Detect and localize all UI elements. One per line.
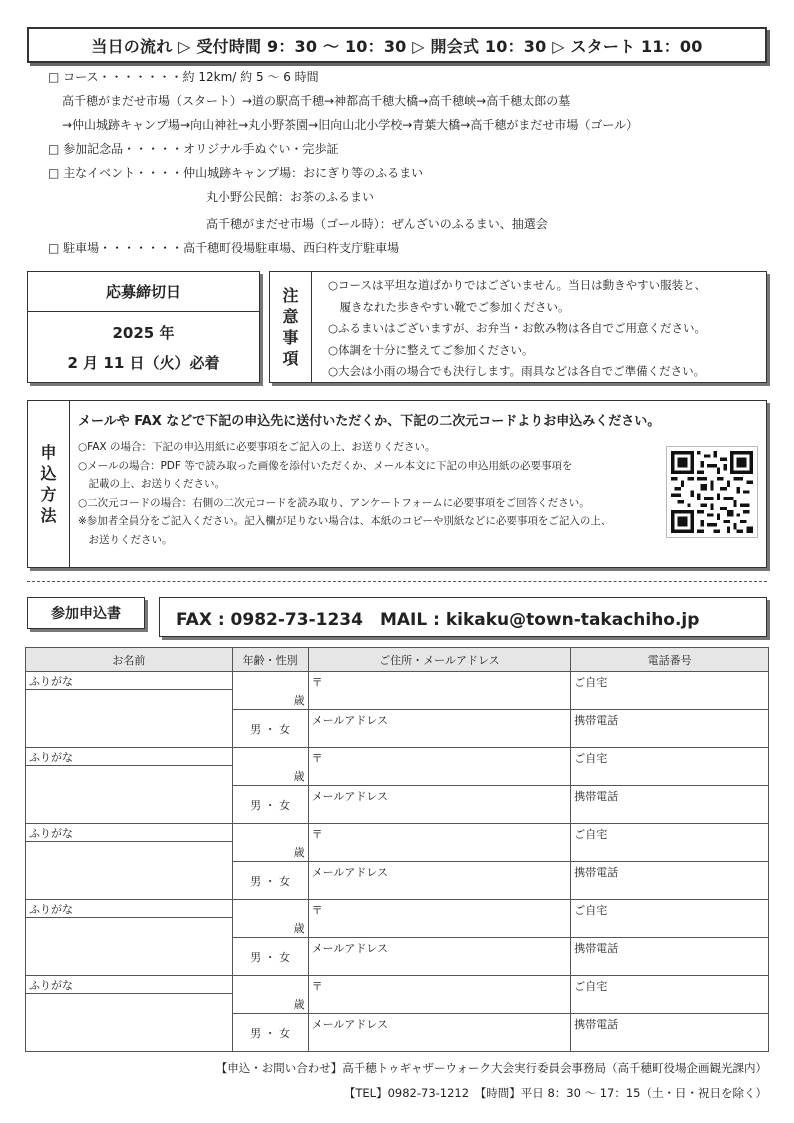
address-cell[interactable]	[308, 900, 571, 938]
sex-cell[interactable]	[232, 862, 308, 900]
method-label-char: 込	[40, 464, 57, 483]
deadline-year: 2025 年	[112, 324, 175, 342]
method-label	[28, 401, 70, 567]
deadline-date: 2 月 11 日（火）必着	[67, 354, 220, 372]
events-line-3: 高千穂がまだせ市場（ゴール時）：ぜんざいのふるまい、抽選会	[206, 217, 548, 231]
contact-bar: FAX : 0982-73-1234 MAIL : kikaku@town-takachiho.jp	[159, 597, 767, 637]
sex-cell[interactable]	[232, 938, 308, 976]
sex-options: 男 ・ 女	[250, 798, 291, 812]
postal-mark: 〒	[311, 752, 323, 765]
method-item: ※参加者全員分をご記入ください。記入欄が足りない場合は、本紙のコピーや別紙などに必要事項をご記入の上、	[78, 515, 612, 527]
notes-label-char: 注	[282, 286, 299, 305]
method-item: ○二次元コードの場合：右側の二次元コードを読み取り、アンケートフォームに必要事項をご回答ください。	[78, 496, 590, 509]
method-list	[78, 438, 611, 549]
home-phone-label: ご自宅	[574, 828, 608, 841]
method-item: ○FAX の場合：下記の申込用紙に必要事項をご記入の上、お送りください。	[78, 441, 436, 453]
cut-line-divider	[27, 581, 767, 582]
sex-cell[interactable]	[232, 1014, 308, 1052]
furigana-label: ふりがな	[26, 976, 232, 994]
email-label: メールアドレス	[311, 1018, 389, 1031]
address-cell[interactable]	[308, 976, 571, 1014]
age-unit: 歳	[293, 846, 305, 859]
home-phone-label: ご自宅	[574, 980, 608, 993]
furigana-label: ふりがな	[26, 900, 232, 918]
note-item: ○大会は小雨の場合でも決行します。雨具などは各自でご準備ください。	[328, 364, 706, 378]
home-phone-label: ご自宅	[574, 904, 608, 917]
mobile-phone-label: 携帯電話	[574, 942, 619, 955]
mobile-phone-label: 携帯電話	[574, 790, 619, 803]
home-phone-label: ご自宅	[574, 676, 608, 689]
note-item: 履きなれた歩きやすい靴でご参加ください。	[328, 299, 570, 314]
age-cell[interactable]	[232, 976, 308, 1014]
home-phone-cell[interactable]	[571, 672, 769, 710]
email-label: メールアドレス	[311, 866, 389, 879]
mobile-phone-cell[interactable]	[571, 1014, 769, 1052]
name-cell[interactable]	[26, 748, 233, 824]
home-phone-cell[interactable]	[571, 976, 769, 1014]
mobile-phone-label: 携帯電話	[574, 866, 619, 879]
application-form-table	[25, 647, 769, 1052]
deadline-title: 応募締切日	[28, 272, 259, 312]
address-cell[interactable]	[308, 824, 571, 862]
age-cell[interactable]	[232, 672, 308, 710]
gift-line: □ 参加記念品・・・・・オリジナル手ぬぐい・完歩証	[48, 142, 339, 156]
qr-code-icon[interactable]	[666, 446, 758, 538]
table-row	[26, 824, 769, 862]
header-name: お名前	[26, 648, 233, 672]
age-unit: 歳	[293, 770, 305, 783]
table-row	[26, 748, 769, 786]
name-cell[interactable]	[26, 824, 233, 900]
route-line-1: 高千穂がまだせ市場（スタート）→道の駅高千穂→神都高千穂大橋→高千穂峡→高千穂太郎の墓	[62, 94, 571, 108]
email-cell[interactable]	[308, 938, 571, 976]
sex-options: 男 ・ 女	[250, 874, 291, 888]
application-form-tab: 参加申込書	[27, 597, 145, 629]
age-unit: 歳	[293, 922, 305, 935]
postal-mark: 〒	[311, 676, 323, 689]
mobile-phone-cell[interactable]	[571, 862, 769, 900]
address-cell[interactable]	[308, 672, 571, 710]
note-item: ○体調を十分に整えてご参加ください。	[328, 342, 534, 357]
age-cell[interactable]	[232, 748, 308, 786]
events-line-2: 丸小野公民館：お茶のふるまい	[206, 190, 375, 204]
age-unit: 歳	[293, 694, 305, 707]
home-phone-cell[interactable]	[571, 900, 769, 938]
home-phone-label: ご自宅	[574, 752, 608, 765]
method-item: ○メールの場合：PDF 等で読み取った画像を添付いただくか、メール本文に下記の申込用紙の必要事項を	[78, 459, 573, 472]
furigana-label: ふりがな	[26, 748, 232, 766]
table-row	[26, 672, 769, 710]
events-line-1: □ 主なイベント・・・・仲山城跡キャンプ場：おにぎり等のふるまい	[48, 166, 424, 180]
header-address-email: ご住所・メールアドレス	[308, 648, 571, 672]
age-cell[interactable]	[232, 900, 308, 938]
email-cell[interactable]	[308, 862, 571, 900]
mobile-phone-label: 携帯電話	[574, 1018, 619, 1031]
method-item: 記載の上、お送りください。	[78, 478, 225, 490]
age-cell[interactable]	[232, 824, 308, 862]
note-item: ○ふるまいはございますが、お弁当・お飲み物は各自でご用意ください。	[328, 321, 707, 335]
postal-mark: 〒	[311, 904, 323, 917]
sex-cell[interactable]	[232, 710, 308, 748]
notes-list	[312, 272, 706, 382]
mobile-phone-label: 携帯電話	[574, 714, 619, 727]
inquiry-footer: 【申込・お問い合わせ】高千穂トゥギャザーウォーク大会実行委員会事務局（高千穂町役場企画観光課内）	[215, 1061, 767, 1075]
method-label-char: 申	[40, 443, 57, 462]
name-cell[interactable]	[26, 900, 233, 976]
table-row	[26, 900, 769, 938]
course-line: □ コース・・・・・・・約 12km/ 約 5 ～ 6 時間	[48, 70, 319, 84]
furigana-label: ふりがな	[26, 824, 232, 842]
postal-mark: 〒	[311, 980, 323, 993]
name-cell[interactable]	[26, 672, 233, 748]
method-label-char: 法	[40, 506, 57, 525]
name-cell[interactable]	[26, 976, 233, 1052]
notes-label-char: 意	[282, 307, 299, 326]
postal-mark: 〒	[311, 828, 323, 841]
age-unit: 歳	[293, 998, 305, 1011]
sex-options: 男 ・ 女	[250, 722, 291, 736]
email-cell[interactable]	[308, 710, 571, 748]
day-flow-header: 当日の流れ ▷ 受付時間 9：30 ～ 10：30 ▷ 開会式 10：30 ▷ スタート 11：00	[27, 27, 767, 63]
address-cell[interactable]	[308, 748, 571, 786]
email-cell[interactable]	[308, 1014, 571, 1052]
method-item: お送りください。	[78, 533, 173, 546]
table-row	[26, 976, 769, 1014]
home-phone-cell[interactable]	[571, 824, 769, 862]
mobile-phone-cell[interactable]	[571, 786, 769, 824]
email-label: メールアドレス	[311, 790, 389, 803]
sex-cell[interactable]	[232, 786, 308, 824]
furigana-label: ふりがな	[26, 672, 232, 690]
deadline-box	[27, 271, 260, 383]
email-cell[interactable]	[308, 786, 571, 824]
note-item: ○コースは平坦な道ばかりではございません。当日は動きやすい服装と、	[328, 278, 707, 292]
notes-label	[270, 272, 312, 382]
method-label-char: 方	[40, 485, 57, 504]
table-header-row	[26, 648, 769, 672]
application-method-box	[27, 400, 767, 568]
notes-label-char: 事	[282, 328, 299, 347]
mobile-phone-cell[interactable]	[571, 938, 769, 976]
tel-hours-footer: 【TEL】0982-73-1212 【時間】平日 8：30 ～ 17：15（土・日・祝日を除く）	[343, 1086, 767, 1100]
notes-label-char: 項	[282, 349, 299, 368]
parking-line: □ 駐車場・・・・・・・高千穂町役場駐車場、西臼杵支庁駐車場	[48, 241, 400, 255]
email-label: メールアドレス	[311, 714, 389, 727]
sex-options: 男 ・ 女	[250, 950, 291, 964]
sex-options: 男 ・ 女	[250, 1026, 291, 1040]
home-phone-cell[interactable]	[571, 748, 769, 786]
method-headline: メールや FAX などで下記の申込先に送付いただくか、下記の二次元コードよりお申込みください。	[78, 414, 661, 429]
email-label: メールアドレス	[311, 942, 389, 955]
header-phone: 電話番号	[571, 648, 769, 672]
header-age-sex: 年齢・性別	[232, 648, 308, 672]
notes-box	[269, 271, 767, 383]
mobile-phone-cell[interactable]	[571, 710, 769, 748]
route-line-2: →仲山城跡キャンプ場→向山神社→丸小野茶園→旧向山北小学校→青葉大橋→高千穂がまだせ市場（ゴール）	[62, 118, 639, 132]
